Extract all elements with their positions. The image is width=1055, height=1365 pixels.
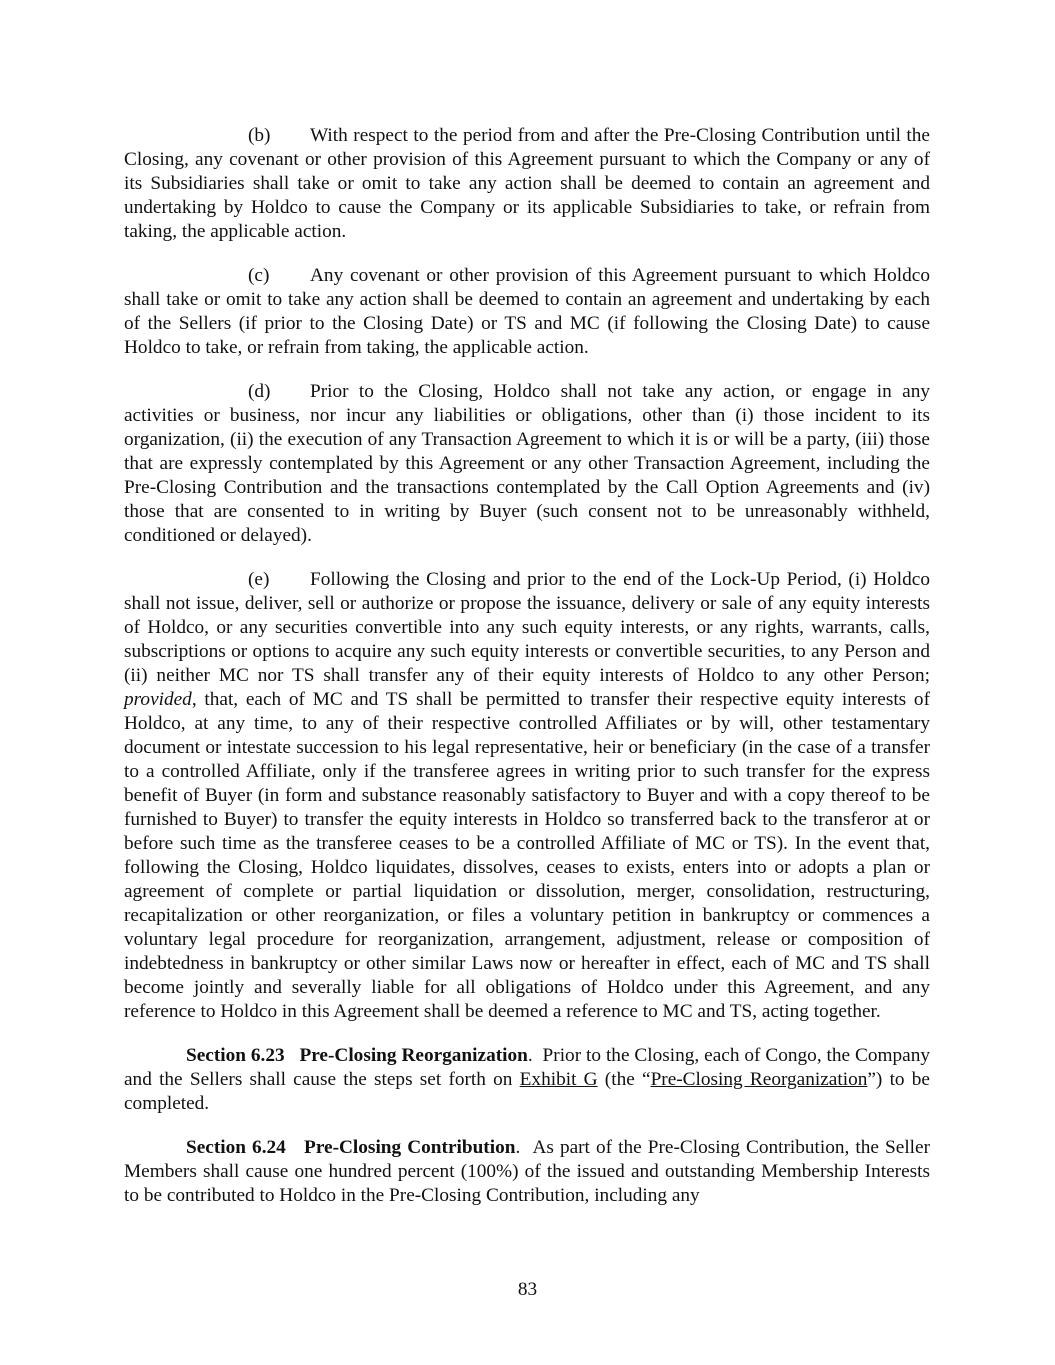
paragraph-d-text: Prior to the Closing, Holdco shall not take any action, or engage in any activities or business, nor incur any liabilities or obligations, other than (i) those incident to its organization, (ii) the execution of any Transaction Agreement to which it is or will be a party, (iii) those that are expressly contemplated by this Agreement or any other Transaction Agreement, including the Pre-Closing Contribution and the transactions contemplated by the Call Option Agreements and (iv) those that are consented to in writing by Buyer (such consent not to be unreasonably withheld, conditioned or delayed).	[124, 381, 930, 546]
paragraph-c-label: (c)	[248, 265, 270, 286]
paragraph-d	[124, 380, 930, 548]
section-6-24-text-1: As part of the Pre-Closing Contribution, the Seller Members shall cause one hundred percent (100%) of the issued and outstanding Membership Interests to be contributed to Holdco in the Pre-Closing Contribution, including any	[124, 1137, 931, 1206]
paragraph-c-text: Any covenant or other provision of this Agreement pursuant to which Holdco shall take or omit to take any action shall be deemed to contain an agreement and undertaking by each of the Sellers (if prior to the Closing Date) or TS and MC (if following the Closing Date) to cause Holdco to take, or refrain from taking, the applicable action.	[124, 265, 930, 358]
section-6-24-number: Section 6.24	[186, 1137, 286, 1158]
section-6-23	[124, 1044, 930, 1116]
section-6-23-title-end: .	[527, 1045, 533, 1066]
section-6-23-title: Pre-Closing Reorganization	[299, 1045, 528, 1066]
paragraph-d-label: (d)	[248, 381, 271, 402]
section-6-23-number: Section 6.23	[186, 1045, 285, 1066]
section-6-24-title-end: .	[515, 1137, 521, 1158]
pre-closing-reorganization-term: Pre-Closing Reorganization	[650, 1069, 868, 1090]
paragraph-c	[124, 264, 930, 360]
paragraph-b	[124, 124, 930, 244]
section-6-24-title: Pre-Closing Contribution	[304, 1137, 516, 1158]
section-6-23-text-3: ”) to be completed.	[124, 1069, 930, 1114]
page-number: 83	[517, 1279, 538, 1300]
paragraph-e	[124, 568, 930, 1024]
section-6-24	[124, 1136, 930, 1208]
exhibit-g-reference: Exhibit G	[519, 1069, 598, 1090]
paragraph-e-text-2: , that, each of MC and TS shall be permitted to transfer their respective equity interests of Holdco, at any time, to any of their respective controlled Affiliates or by will, other testamentary document or intestate succession to his legal representative, heir or beneficiary (in the case of a transfer to a controlled Affiliate, only if the transferee agrees in writing prior to such transfer for the express benefit of Buyer (in form and substance reasonably satisfactory to Buyer and with a copy thereof to be furnished to Buyer) to transfer the equity interests in Holdco so transferred back to the transferor at or before such time as the transferee ceases to be a controlled Affiliate of MC or TS). In the event that, following the Closing, Holdco liquidates, dissolves, ceases to exists, enters into or adopts a plan or agreement of complete or partial liquidation or dissolution, merger, consolidation, restructuring, recapitalization or other reorganization, or files a voluntary petition in bankruptcy or commences a voluntary legal procedure for reorganization, arrangement, adjustment, release or composition of indebtedness in bankruptcy or other similar Laws now or hereafter in effect, each of MC and TS shall become jointly and severally liable for all obligations of Holdco under this Agreement, and any reference to Holdco in this Agreement shall be deemed a reference to MC and TS, acting together.	[124, 689, 930, 1022]
paragraph-b-label: (b)	[248, 125, 271, 146]
paragraph-e-italic-term: provided	[124, 689, 192, 710]
section-6-23-text-1: Prior to the Closing, each of Congo, the Company and the Sellers shall cause the steps set forth on	[124, 1045, 931, 1090]
paragraph-e-text-1: Following the Closing and prior to the end of the Lock-Up Period, (i) Holdco shall not issue, deliver, sell or authorize or propose the issuance, delivery or sale of any equity interests of Holdco, or any securities convertible into any such equity interests, or any rights, warrants, calls, subscriptions or options to acquire any such equity interests or convertible securities, to any Person and (ii) neither MC nor TS shall transfer any of their equity interests of Holdco to any other Person;	[124, 569, 930, 686]
section-6-23-text-2: (the “	[597, 1069, 651, 1090]
paragraph-b-text: With respect to the period from and after the Pre-Closing Contribution until the Closing, any covenant or other provision of this Agreement pursuant to which the Company or any of its Subsidiaries shall take or omit to take any action shall be deemed to contain an agreement and undertaking by Holdco to cause the Company or its applicable Subsidiaries to take, or refrain from taking, the applicable action.	[124, 125, 930, 242]
paragraph-e-label: (e)	[248, 569, 270, 590]
document-body	[124, 124, 930, 1228]
